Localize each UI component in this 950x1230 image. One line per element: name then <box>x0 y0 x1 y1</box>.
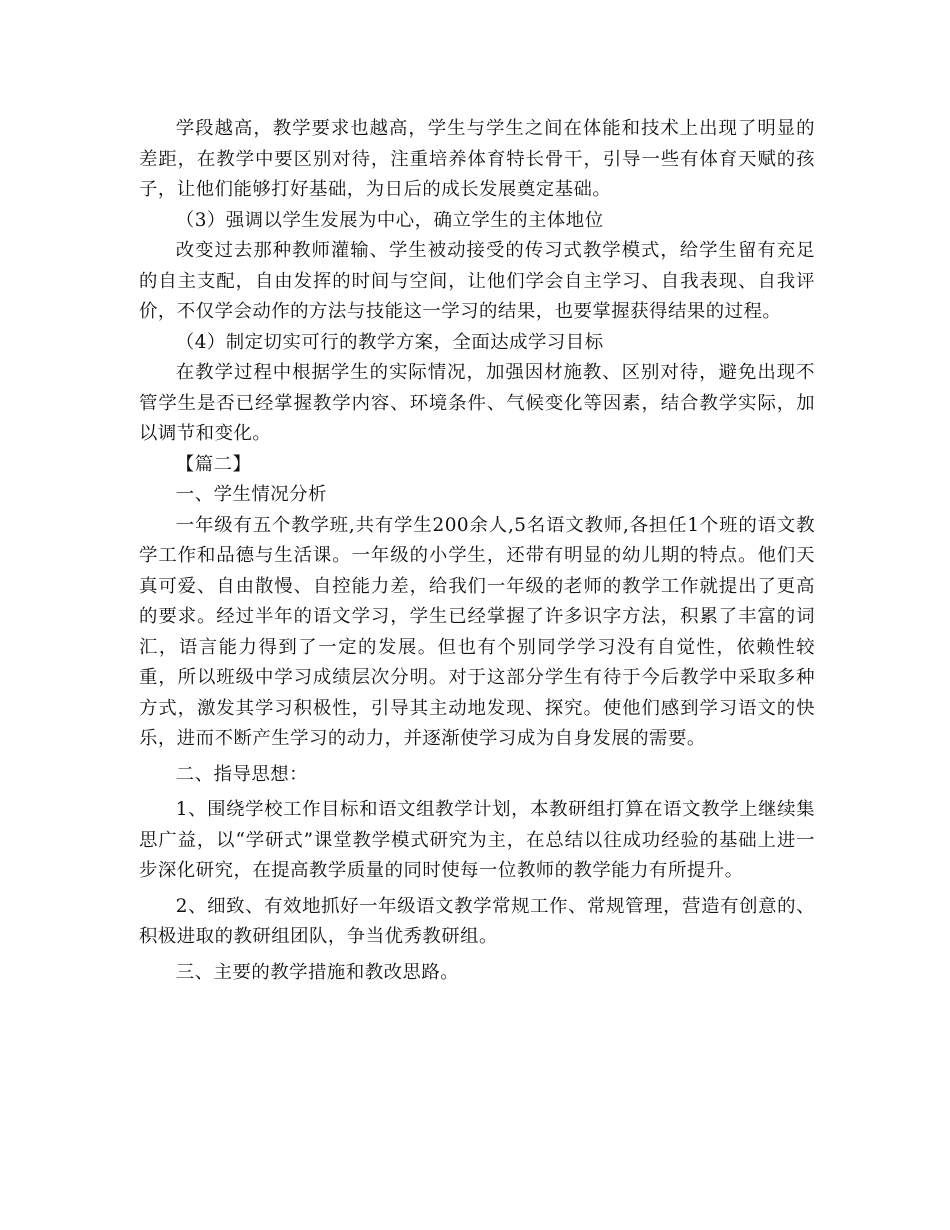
subheading-4: （4）制定切实可行的教学方案，全面达成学习目标 <box>175 331 604 353</box>
section-title-part-two: 【篇二】 <box>175 453 252 475</box>
paragraph-body: 2、细致、有效地抓好一年级语文教学常规工作、常规管理，营造有创意的、积极进取的教研组团队，争当优秀教研组。 <box>139 895 815 947</box>
paragraph-body: 1、围绕学校工作目标和语文组教学计划，本教研组打算在语文教学上继续集思广益，以“学研式”课堂教学模式研究为主，在总结以往成功经验的基础上进一步深化研究，在提高教学质量的同时使每一位教师的教学能力有所提升。 <box>139 799 815 881</box>
paragraph-body: 学段越高，教学要求也越高，学生与学生之间在体能和技术上出现了明显的差距，在教学中要区别对待，注重培养体育特长骨干，引导一些有体育天赋的孩子，让他们能够打好基础，为日后的成长发展奠定基础。 <box>139 118 815 200</box>
paragraph-body: 在教学过程中根据学生的实际情况，加强因材施教、区别对待，避免出现不管学生是否已经掌握教学内容、环境条件、气候变化等因素，结合教学实际，加以调节和变化。 <box>139 362 815 444</box>
heading-guiding-thought: 二、指导思想： <box>175 763 309 785</box>
document-page <box>139 114 815 988</box>
heading-teaching-measures: 三、主要的教学措施和教改思路。 <box>175 961 460 983</box>
subheading-3: （3）强调以学生发展为中心，确立学生的主体地位 <box>175 209 604 231</box>
paragraph-body: 一年级有五个教学班,共有学生200余人,5名语文教师,各担任1个班的语文教学工作和品德与生活课。一年级的小学生，还带有明显的幼儿期的特点。他们天真可爱、自由散慢、自控能力差，给我们一年级的老师的教学工作就提出了更高的要求。经过半年的语文学习，学生已经掌握了许多识字方法，积累了丰富的词汇，语言能力得到了一定的发展。但也有个别同学学习没有自觉性，依赖性较重，所以班级中学习成绩层次分明。对于这部分学生有待于今后教学中采取多种方式，激发其学习积极性，引导其主动地发现、探究。使他们感到学习语文的快乐，进而不断产生学习的动力，并逐渐使学习成为自身发展的需要。 <box>139 514 815 749</box>
paragraph-body: 改变过去那种教师灌输、学生被动接受的传习式教学模式，给学生留有充足的自主支配，自由发挥的时间与空间，让他们学会自主学习、自我表现、自我评价，不仅学会动作的方法与技能这一学习的结果，也要掌握获得结果的过程。 <box>139 240 815 322</box>
heading-student-analysis: 一、学生情况分析 <box>175 484 327 505</box>
